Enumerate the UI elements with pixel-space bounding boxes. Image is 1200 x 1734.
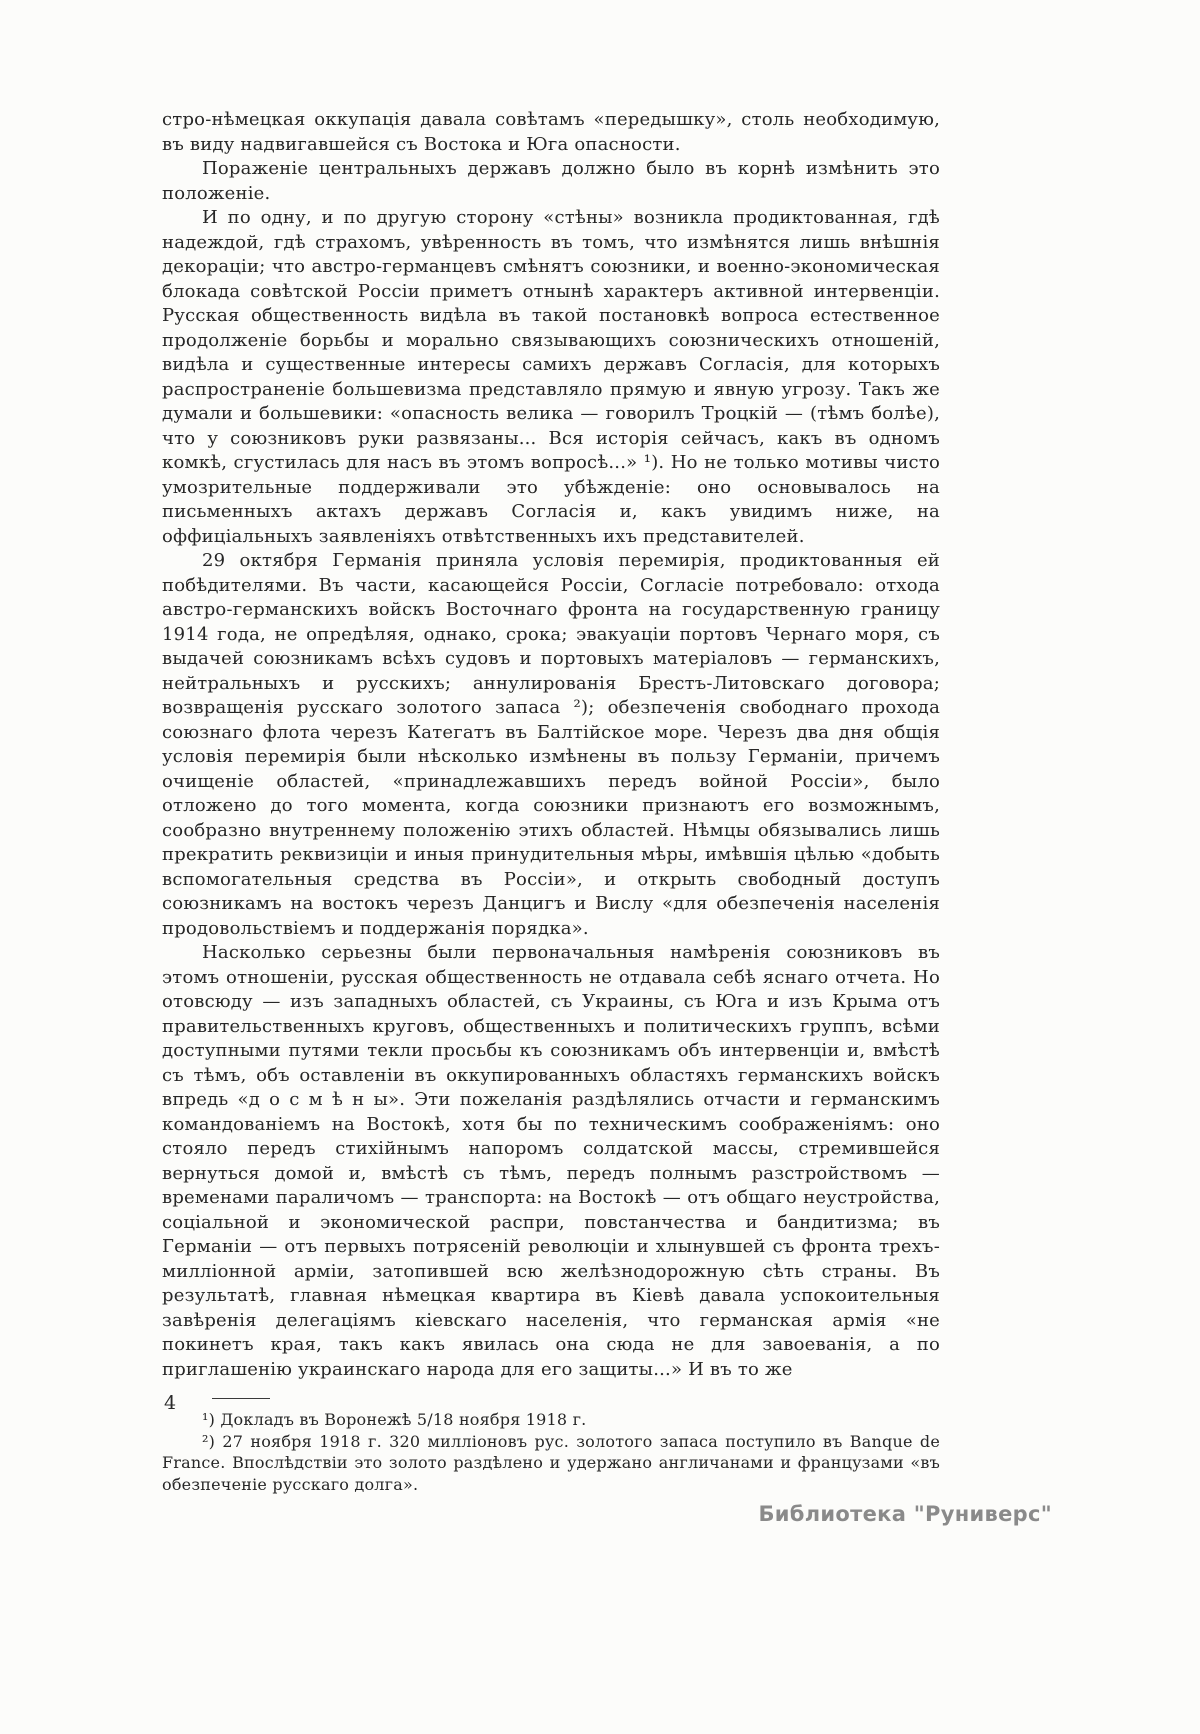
library-watermark: Библиотека "Руниверс" (758, 1502, 1052, 1526)
paragraph: Пораженіе центральныхъ державъ должно было въ корнѣ измѣнить это положеніе. (162, 158, 940, 204)
paragraph: 29 октября Германія приняла условія перемирія, продиктованныя ей побѣдителями. Въ части, касающейся Россіи, Согласіе потребовало: отхода австро-германскихъ войскъ Восточнаго фронта на государственную границу 1914 года, не опредѣляя, однако, срока; эвакуаціи портовъ Чернаго моря, съ выдачей союзникамъ всѣхъ судовъ и портовыхъ матеріаловъ — германскихъ, нейтральныхъ и русскихъ; аннулированія Брестъ-Литовскаго договора; возвращенія русскаго золотого запаса ²); обезпеченія свободнаго прохода союзнаго флота черезъ Категатъ въ Балтійское море. Черезъ два дня общія условія перемирія были нѣсколько измѣнены въ пользу Германіи, причемъ очищеніе областей, «принадлежавшихъ передъ войной Россіи», было отложено до того момента, когда союзники признаютъ его возможнымъ, сообразно внутреннему положенію этихъ областей. Нѣмцы обязывались лишь прекратить реквизиціи и иныя принудительныя мѣры, имѣвшія цѣлью «добыть вспомогательныя средства въ Россіи», и открыть свободный доступъ союзникамъ на востокъ черезъ Данцигъ и Вислу «для обезпеченія населенія продовольствіемъ и поддержанія порядка». (162, 550, 940, 939)
paragraph-continuation: стро-нѣмецкая оккупація давала совѣтамъ «передышку», столь необходимую, въ виду надвигавшейся съ Востока и Юга опасности. (162, 109, 940, 155)
paragraph: И по одну, и по другую сторону «стѣны» возникла продиктованная, гдѣ надеждой, гдѣ страхомъ, увѣренность въ томъ, что измѣнятся лишь внѣшнія декораціи; что австро-германцевъ смѣнятъ союзники, и военно-экономическая блокада совѣтской Россіи приметъ отнынѣ характеръ активной интервенціи. Русская общественность видѣла въ такой постановкѣ вопроса естественное продолженіе борьбы и морально связывающихъ союзническихъ отношеній, видѣла и существенные интересы самихъ державъ Согласія, для которыхъ распространеніе большевизма представляло прямую и явную угрозу. Такъ же думали и большевики: «опасность велика — говорилъ Троцкій — (тѣмъ болѣе), что у союзниковъ руки развязаны... Вся исторія сейчасъ, какъ въ одномъ комкѣ, сгустилась для насъ въ этомъ вопросѣ...» ¹). Но не только мотивы чисто умозрительные поддерживали это убѣжденіе: оно основывалось на письменныхъ актахъ державъ Согласія и, какъ увидимъ ниже, на оффиціальныхъ заявленіяхъ отвѣтственныхъ ихъ представителей. (162, 207, 940, 547)
footnotes-block (162, 1409, 940, 1495)
footnote: ²) 27 ноября 1918 г. 320 милліоновъ рус. золотого запаса поступило въ Banque de France. Впослѣдствіи это золото раздѣлено и удержано англичанами и французами «въ обезпеченіе русскаго долга». (162, 1431, 940, 1494)
footnote-separator (212, 1398, 270, 1399)
footnote: ¹) Докладъ въ Воронежѣ 5/18 ноября 1918 г. (202, 1410, 587, 1429)
page-number: 4 (164, 1392, 177, 1414)
paragraph: Насколько серьезны были первоначальныя намѣренія союзниковъ въ этомъ отношеніи, русская общественность не отдавала себѣ яснаго отчета. Но отовсюду — изъ западныхъ областей, съ Украины, съ Юга и изъ Крыма отъ правительственныхъ круговъ, общественныхъ и политическихъ группъ, всѣми доступными путями текли просьбы къ союзникамъ объ интервенціи и, вмѣстѣ съ тѣмъ, объ оставленіи въ оккупированныхъ областяхъ германскихъ войскъ впредь «д о с м ѣ н ы». Эти пожеланія раздѣлялись отчасти и германскимъ командованіемъ на Востокѣ, хотя бы по техническимъ соображеніямъ: оно стояло передъ стихійнымъ напоромъ солдатской массы, стремившейся вернуться домой и, вмѣстѣ съ тѣмъ, передъ полнымъ разстройствомъ — временами параличомъ — транспорта: на Востокѣ — отъ общаго неустройства, соціальной и экономической распри, повстанчества и бандитизма; въ Германіи — отъ первыхъ потрясеній революціи и хлынувшей съ фронта трехъ-милліонной арміи, затопившей всю желѣзнодорожную сѣть страны. Въ результатѣ, главная нѣмецкая квартира въ Кіевѣ давала успокоительныя завѣренія делегаціямъ кіевскаго населенія, что германская армія «не покинетъ края, такъ какъ явилась она сюда не для завоеванія, а по приглашенію украинскаго народа для его защиты...» И въ то же (162, 942, 940, 1380)
main-text-block (162, 108, 940, 1495)
